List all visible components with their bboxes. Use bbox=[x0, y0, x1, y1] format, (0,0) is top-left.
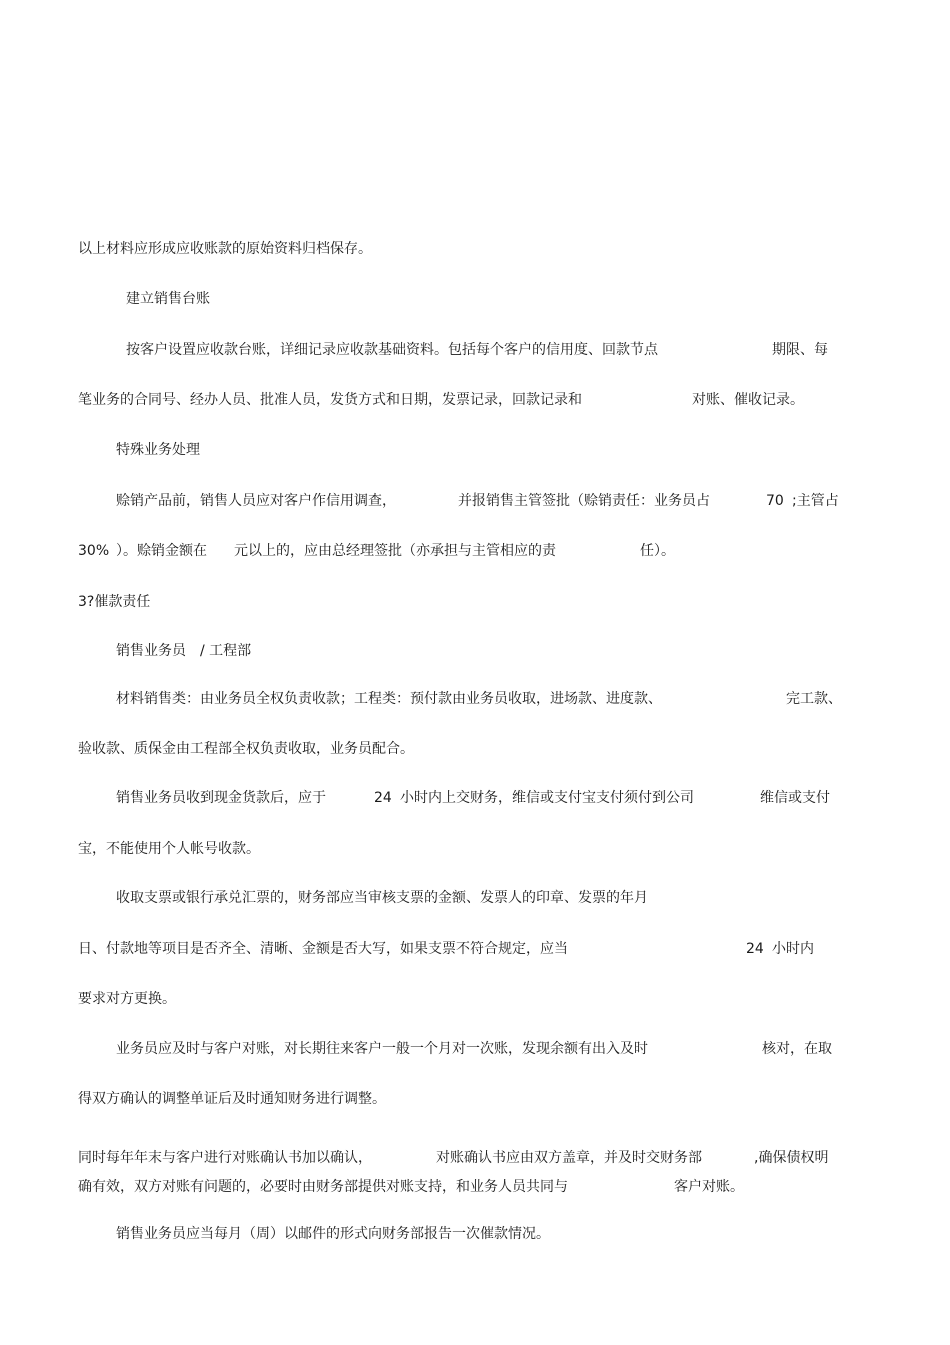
section-heading-special-business bbox=[0, 441, 200, 459]
text-segment: 同时每年年末与客户进行对账确认书加以确认， bbox=[78, 1150, 372, 1166]
text-segment: 24 bbox=[746, 941, 764, 957]
text-segment: 特殊业务处理 bbox=[116, 442, 200, 458]
text-segment: 元以上的，应由总经理签批（亦承担与主管相应的责 bbox=[234, 543, 556, 559]
text-line bbox=[0, 341, 828, 359]
text-segment: 业务员应及时与客户对账，对长期往来客户一般一个月对一次账，发现余额有出入及时 bbox=[116, 1041, 648, 1057]
text-line bbox=[0, 1178, 744, 1196]
text-segment: 完工款、 bbox=[786, 691, 842, 707]
text-line bbox=[0, 542, 675, 560]
text-segment: 对账确认书应由双方盖章，并及时交财务部 bbox=[436, 1150, 702, 1166]
text-segment: 要求对方更换。 bbox=[78, 991, 176, 1007]
section-heading-sales-engineering bbox=[0, 642, 252, 660]
text-segment: 3?催款责任 bbox=[78, 594, 151, 610]
text-segment: 宝，不能使用个人帐号收款。 bbox=[78, 841, 260, 857]
text-segment: 按客户设置应收款台账，详细记录应收款基础资料。包括每个客户的信用度、回款节点 bbox=[126, 342, 658, 358]
text-segment: 任）。 bbox=[640, 543, 675, 559]
section-heading-sales-ledger bbox=[0, 290, 210, 308]
text-segment: 销售业务员 bbox=[116, 643, 186, 659]
text-line bbox=[0, 1225, 550, 1243]
text-line bbox=[0, 990, 176, 1008]
text-line bbox=[0, 492, 839, 510]
text-line bbox=[0, 690, 842, 708]
text-segment: 并报销售主管签批（赊销责任：业务员占 bbox=[458, 493, 710, 509]
text-line bbox=[0, 1149, 829, 1167]
text-segment: 小时内 bbox=[772, 941, 814, 957]
text-line bbox=[0, 391, 804, 409]
text-segment: 验收款、质保金由工程部全权负责收取，业务员配合。 bbox=[78, 741, 414, 757]
section-heading-collection-responsibility bbox=[0, 593, 151, 611]
text-line bbox=[0, 1090, 386, 1108]
text-segment: ,确保债权明 bbox=[754, 1150, 829, 1166]
text-segment: 期限、每 bbox=[772, 342, 828, 358]
text-segment: 小时内上交财务，维信或支付宝支付须付到公司 bbox=[400, 790, 694, 806]
text-segment: 确有效，双方对账有问题的，必要时由财务部提供对账支持，和业务人员共同与 bbox=[78, 1179, 568, 1195]
text-line bbox=[0, 840, 260, 858]
text-line bbox=[0, 789, 830, 807]
text-segment: 收取支票或银行承兑汇票的，财务部应当审核支票的金额、发票人的印章、发票的年月 bbox=[116, 890, 648, 906]
text-segment: 客户对账。 bbox=[674, 1179, 744, 1195]
text-segment: 销售业务员收到现金货款后，应于 bbox=[116, 790, 326, 806]
text-segment: ;主管占 bbox=[792, 493, 839, 509]
text-segment: 得双方确认的调整单证后及时通知财务进行调整。 bbox=[78, 1091, 386, 1107]
text-segment: 赊销产品前，销售人员应对客户作信用调查， bbox=[116, 493, 396, 509]
text-segment: 以上材料应形成应收账款的原始资料归档保存。 bbox=[78, 241, 372, 257]
text-segment: 材料销售类：由业务员全权负责收款；工程类：预付款由业务员收取，进场款、进度款、 bbox=[116, 691, 662, 707]
text-segment: 对账、催收记录。 bbox=[692, 392, 804, 408]
text-segment: / 工程部 bbox=[200, 643, 252, 659]
text-segment: 日、付款地等项目是否齐全、清晰、金额是否大写，如果支票不符合规定，应当 bbox=[78, 941, 568, 957]
text-segment: 70 bbox=[766, 493, 784, 509]
text-segment: 维信或支付 bbox=[760, 790, 830, 806]
text-line bbox=[0, 940, 814, 958]
text-segment: 笔业务的合同号、经办人员、批准人员，发货方式和日期，发票记录，回款记录和 bbox=[78, 392, 582, 408]
text-line bbox=[0, 1040, 832, 1058]
text-line bbox=[0, 240, 372, 258]
text-segment: 30% bbox=[78, 543, 110, 559]
text-line bbox=[0, 740, 414, 758]
text-segment: 24 bbox=[374, 790, 392, 806]
text-segment: 建立销售台账 bbox=[126, 291, 210, 307]
text-segment: 销售业务员应当每月（周）以邮件的形式向财务部报告一次催款情况。 bbox=[116, 1226, 550, 1242]
text-segment: 核对，在取 bbox=[762, 1041, 832, 1057]
text-segment: ）。赊销金额在 bbox=[116, 543, 207, 559]
text-line bbox=[0, 889, 648, 907]
